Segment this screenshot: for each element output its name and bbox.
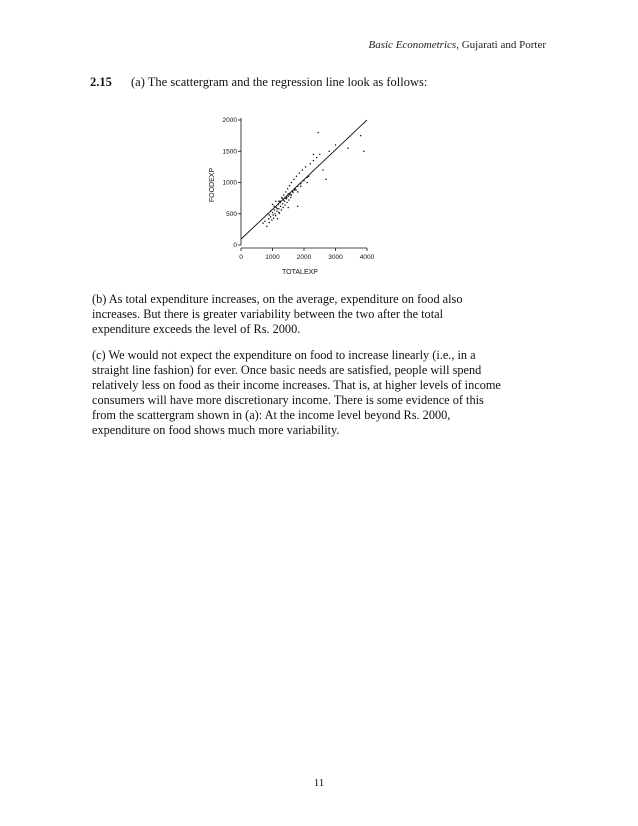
data-point bbox=[286, 202, 288, 204]
data-point bbox=[347, 147, 349, 149]
data-point bbox=[276, 211, 278, 213]
running-header bbox=[369, 39, 547, 51]
data-point bbox=[297, 191, 299, 193]
data-point bbox=[275, 201, 277, 203]
data-point bbox=[302, 169, 304, 171]
data-point bbox=[276, 208, 278, 210]
data-point bbox=[280, 206, 282, 208]
data-point bbox=[305, 166, 307, 168]
data-point bbox=[272, 204, 274, 206]
data-point bbox=[288, 207, 290, 209]
data-point bbox=[281, 197, 283, 199]
data-point bbox=[271, 219, 273, 221]
data-point bbox=[292, 192, 294, 194]
data-point bbox=[325, 179, 327, 181]
data-point bbox=[273, 217, 275, 219]
data-point bbox=[276, 207, 278, 209]
y-tick-label: 1500 bbox=[222, 148, 237, 156]
data-point bbox=[299, 172, 301, 174]
data-point bbox=[306, 182, 308, 184]
data-point bbox=[269, 214, 271, 216]
data-point bbox=[284, 204, 286, 206]
data-point bbox=[272, 214, 274, 216]
y-axis-label: FOODEXP bbox=[209, 167, 216, 203]
data-point bbox=[284, 201, 286, 203]
book-title: Basic Econometrics bbox=[368, 39, 457, 51]
data-point bbox=[316, 157, 318, 159]
data-point bbox=[283, 194, 285, 196]
data-point bbox=[317, 132, 319, 134]
data-point bbox=[278, 212, 280, 214]
data-point bbox=[295, 189, 297, 191]
data-point bbox=[275, 215, 277, 217]
data-point bbox=[268, 218, 270, 220]
data-point bbox=[278, 208, 280, 210]
data-point bbox=[291, 182, 293, 184]
data-point bbox=[264, 221, 266, 223]
data-point bbox=[277, 218, 279, 220]
paragraph-b: (b) As total expenditure increases, on the average, expenditure on food also increases. But there is greater variability between the two after the total expenditure exceeds the level of Rs. 2000. bbox=[92, 292, 463, 336]
data-point bbox=[269, 222, 271, 224]
data-point bbox=[310, 163, 312, 165]
x-tick-label: 2000 bbox=[296, 254, 312, 261]
data-point bbox=[288, 199, 290, 201]
data-point bbox=[328, 151, 330, 153]
data-point bbox=[335, 144, 337, 146]
regression-line bbox=[241, 120, 367, 239]
x-tick-label: 0 bbox=[239, 254, 243, 261]
x-axis-label: TOTALEXP bbox=[282, 269, 318, 276]
page-number: 11 bbox=[313, 777, 325, 789]
x-tick-label: 1000 bbox=[265, 254, 280, 261]
data-point bbox=[281, 209, 283, 211]
data-point bbox=[282, 203, 284, 205]
data-point bbox=[291, 194, 293, 196]
data-point bbox=[360, 135, 362, 137]
y-tick-label: 0 bbox=[233, 242, 237, 249]
data-point bbox=[313, 154, 315, 156]
data-point bbox=[300, 186, 302, 188]
data-point bbox=[289, 194, 291, 196]
y-tick-label: 2000 bbox=[222, 117, 237, 124]
y-tick-label: 1000 bbox=[222, 179, 237, 187]
data-point bbox=[272, 212, 274, 214]
data-point bbox=[319, 154, 321, 156]
x-tick-label: 4000 bbox=[359, 254, 375, 261]
data-point bbox=[313, 160, 315, 162]
data-point bbox=[297, 206, 299, 208]
data-point bbox=[262, 222, 264, 224]
data-point bbox=[363, 151, 365, 153]
y-tick-label: 500 bbox=[226, 210, 237, 218]
scatter-chart bbox=[200, 110, 380, 280]
paragraph-c: (c) We would not expect the expenditure on food to increase linearly (i.e., in a straight line fashion) for ever. Once basic needs are satisfied, people will spend relatively less on food as their income increases. That is, at higher levels of income consumers will have more discretionary income. There is some evidence of this from the scattergram shown in (a): At the income level beyond Rs. 2000, expenditure on food shows much more variability. bbox=[92, 348, 501, 437]
problem-heading bbox=[90, 75, 427, 90]
data-point bbox=[293, 179, 295, 181]
data-point bbox=[278, 201, 280, 203]
x-tick-label: 3000 bbox=[328, 254, 343, 261]
data-point bbox=[287, 188, 289, 190]
data-point bbox=[290, 197, 292, 199]
data-point bbox=[285, 191, 287, 193]
problem-intro: (a) The scattergram and the regression line look as follows: bbox=[131, 75, 428, 89]
data-point bbox=[274, 213, 276, 215]
data-point bbox=[288, 196, 290, 198]
data-point bbox=[270, 216, 272, 218]
data-point bbox=[282, 207, 284, 209]
data-point bbox=[274, 209, 276, 211]
problem-number: 2.15 bbox=[90, 75, 112, 89]
data-point bbox=[296, 176, 298, 178]
chart-plot-area bbox=[223, 117, 375, 261]
book-authors: , Gujarati and Porter bbox=[456, 39, 546, 51]
data-point bbox=[322, 169, 324, 171]
data-point bbox=[289, 185, 291, 187]
data-point bbox=[266, 226, 268, 228]
